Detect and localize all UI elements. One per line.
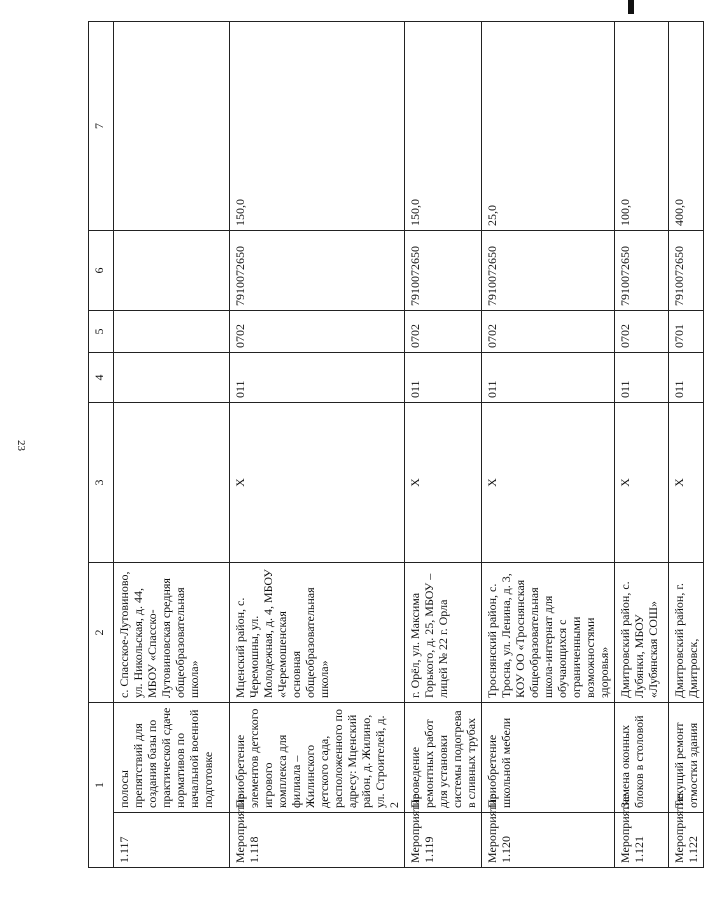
col6-value [114,231,230,311]
header-row [89,22,114,868]
table-row [405,22,482,868]
header-cell-5: 5 [89,311,114,353]
table-row [114,22,230,868]
measure-description: Замена оконных блоков в столовой [615,703,669,813]
col5-value: 0701 [669,311,704,353]
measure-address: Мценский район, с. Черемошны, ул. Молодежная, д. 4, МБОУ «Черемошенская основная общеобразовательная школа» [230,563,405,703]
col5-value: 0702 [405,311,482,353]
col6-value: 7910072650 [405,231,482,311]
col7-value: 150,0 [405,22,482,231]
table-row [669,22,704,868]
col7-value: 400,0 [669,22,704,231]
col6-value: 7910072650 [615,231,669,311]
measures-table [88,21,704,868]
col5-value [114,311,230,353]
table-row [482,22,615,868]
col4-value: 011 [669,353,704,403]
col5-value: 0702 [482,311,615,353]
col3-value [114,403,230,563]
measure-code: Мероприятие 1.121 [615,813,669,868]
col7-value [114,22,230,231]
col6-value: 7910072650 [669,231,704,311]
measure-address: с. Спасское-Лутовиново, ул. Никольская, д. 44, МБОУ «Спасско-Лутовиновская средняя общеобразовательная школа» [114,563,230,703]
col4-value [114,353,230,403]
col3-value: Х [230,403,405,563]
measure-description: Приобретение школьной мебели [482,703,615,813]
col6-value: 7910072650 [482,231,615,311]
col5-value: 0702 [230,311,405,353]
measure-address: Дмитровский район, с. Лубянки, МБОУ «Лубянская СОШ» [615,563,669,703]
page-number: 23 [15,440,27,451]
measure-address: Дмитровский район, г. Дмитровск, [669,563,704,703]
header-cell-7: 7 [89,22,114,231]
table-row [615,22,669,868]
col4-value: 011 [230,353,405,403]
header-cell-1: 1 [89,703,114,868]
col4-value: 011 [482,353,615,403]
col7-value: 100,0 [615,22,669,231]
scan-corner-mark [628,0,634,14]
rotated-table-container [88,22,700,868]
col3-value: Х [482,403,615,563]
col3-value: Х [405,403,482,563]
measure-code: Мероприятие 1.122 [669,813,704,868]
col5-value: 0702 [615,311,669,353]
measure-code: Мероприятие 1.120 [482,813,615,868]
col4-value: 011 [405,353,482,403]
col3-value: Х [669,403,704,563]
header-cell-4: 4 [89,353,114,403]
table-row [230,22,405,868]
col7-value: 150,0 [230,22,405,231]
col7-value: 25,0 [482,22,615,231]
measure-description: полосы препятствий для создания базы по практической сдаче нормативов по начальной военной подготовке [114,703,230,813]
measure-code: 1.117 [114,813,230,868]
measure-description: Текущий ремонт отмостки здания [669,703,704,813]
measure-address: Троснянский район, с. Тросна, ул. Ленина, д. 3, КОУ ОО «Троснянская общеобразовательная школа-интернат для обучающихся с ограниченными возможностями здоровья» [482,563,615,703]
measure-description: Проведение ремонтных работ для установки системы подогрева в сливных трубах [405,703,482,813]
col4-value: 011 [615,353,669,403]
header-cell-2: 2 [89,563,114,703]
measure-code: Мероприятие 1.118 [230,813,405,868]
measure-description: Приобретение элементов детского игрового комплекса для филиала – Жилинского детского сада, расположенного по адресу: Мценский район, д. Жилино, ул. Строителей, д. 2 [230,703,405,813]
header-cell-6: 6 [89,231,114,311]
measure-code: Мероприятие 1.119 [405,813,482,868]
col6-value: 7910072650 [230,231,405,311]
measure-address: г. Орёл, ул. Максима Горького, д. 25, МБОУ – лицей № 22 г. Орла [405,563,482,703]
col3-value: Х [615,403,669,563]
header-cell-3: 3 [89,403,114,563]
